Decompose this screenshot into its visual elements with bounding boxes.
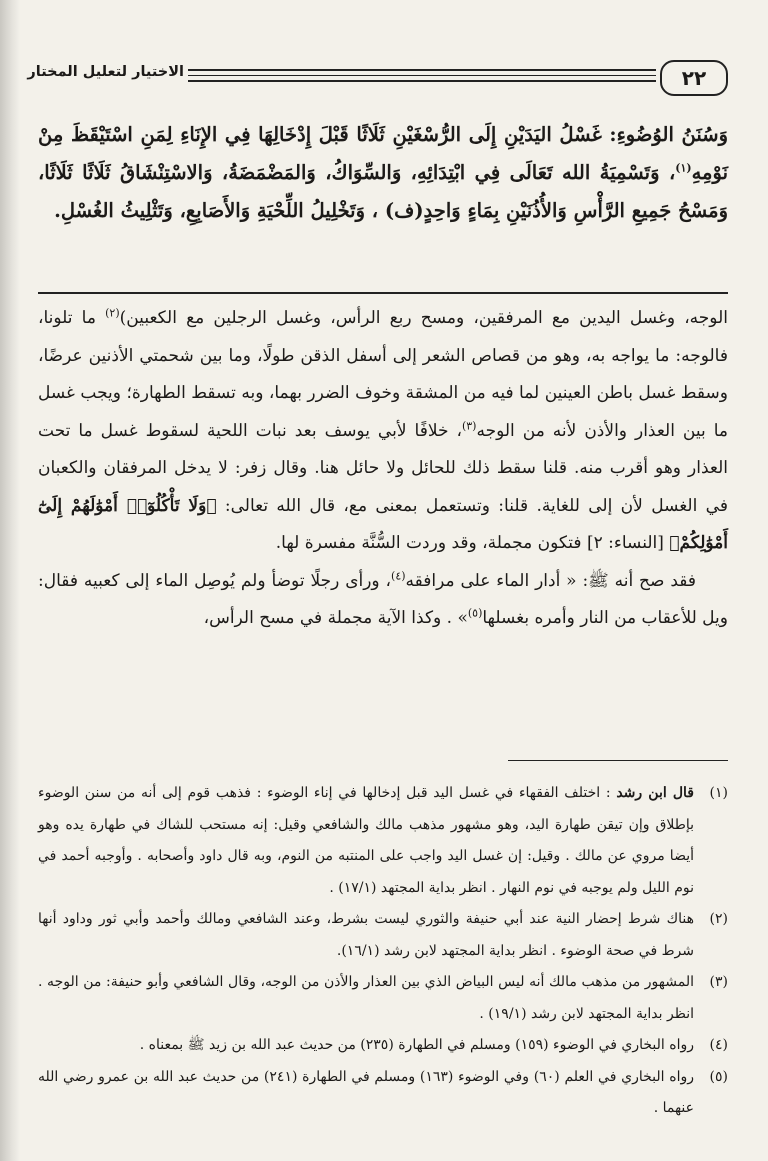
footnote-ref-4[interactable]: (٤) — [391, 568, 406, 582]
matn-text-cont: ، وَتَسْمِيَةُ الله تَعَالَى فِي ابْتِدَائِهِ، وَالسِّوَاكُ، وَالمَضْمَضَةُ، وَالاسْتِنْشَاقُ ثَلَاثًا ثَلَاثًا، وَمَسْحُ جَمِيعِ الرَّأْسِ وَالأُذُنَيْنِ بِمَاءٍ وَاحِدٍ(ف) ، وَتَخْلِيلُ اللِّحْيَةِ وَالأَصَابِعِ، وَتَثْلِيثُ الغُسْلِ. — [38, 161, 728, 222]
footnote-body: رواه البخاري في العلم (٦٠) وفي الوضوء (١٦٣) ومسلم في الطهارة (٢٤١) من حديث عبد الله بن عمرو رضي الله عنهما . — [38, 1068, 694, 1116]
header-rule — [188, 69, 656, 82]
footnote-number: (٢) — [709, 911, 728, 927]
matn-divider — [38, 292, 728, 294]
commentary-text: ، خلافًا لأبي يوسف بعد نبات اللحية لسقوط غسل ما تحت العذار وهو أقرب منه. قلنا سقط ذلك للحائل ولا حائل هنا. وقال زفر: لا يدخل المرفقان والكعبان في الغسل لأن إلى للغاية. قلنا: وتستعمل بمعنى مع، قال الله تعالى: — [38, 420, 728, 516]
footnote-4 — [38, 1030, 728, 1062]
book-page — [27, 54, 728, 1134]
running-header — [27, 54, 728, 98]
footnote-3 — [38, 967, 728, 1030]
page-number: ٢٢ — [660, 60, 728, 96]
footnote-lead: قال ابن رشد — [616, 785, 694, 801]
commentary-text: [النساء: ٢] فتكون مجملة، وقد وردت السُّنَّة مفسرة لها. — [275, 533, 670, 553]
commentary-paragraph-1 — [38, 300, 728, 563]
commentary-block — [38, 300, 728, 638]
commentary-text: الوجه، وغسل اليدين مع المرفقين، ومسح ربع الرأس، وغسل الرجلين مع الكعبين) — [119, 308, 728, 328]
footnote-body: المشهور من مذهب مالك أنه ليس البياض الذي بين العذار والأذن من الوجه، وقال الشافعي وأبو حنيفة: من الوجه . انظر بداية المجتهد لابن رشد (١٩/١) . — [38, 974, 694, 1022]
footnote-number: (٣) — [709, 974, 728, 990]
footnote-body: : اختلف الفقهاء في غسل اليد قبل إدخالها في إناء الوضوء : فذهب قوم إلى أنه من سنن الوضوء بإطلاق وإن تيقن طهارة اليد، وهو مشهور مذهب مالك والشافعي وقيل: إنه مستحب للشاك في طهارة يده وهو أيضا مروي عن مالك . وقيل: إن غسل اليد واجب على المنتبه من النوم، وبه قال داود وأصحابه . وأوجبه أحمد في نوم الليل ولم يوجبه في نوم النهار . انظر بداية المجتهد (١٧/١) . — [38, 785, 694, 896]
footnote-5 — [38, 1062, 728, 1125]
footnote-body: هناك شرط إحضار النية عند أبي حنيفة والثوري ليست بشرط، وعند الشافعي ومالك وأحمد وأبي ثور وداود أنها شرط في صحة الوضوء . انظر بداية المجتهد لابن رشد (١٦/١). — [38, 911, 694, 959]
matn-text: وَسُنَنُ الوُضُوءِ: غَسْلُ اليَدَيْنِ إِلَى الرُّسْغَيْنِ ثَلَاثًا قَبْلَ إِدْخَالِهَا فِي الإِنَاءِ لِمَنِ اسْتَيْقَظَ مِنْ نَوْمِهِ — [38, 123, 728, 184]
commentary-text: ، ورأى رجلًا توضأ ولم يُوصِل الماء إلى كعبيه فقال: ويل للأعقاب من النار وأمره بغسلها — [38, 570, 728, 628]
footnote-number: (٥) — [709, 1068, 728, 1085]
quran-verse: ﴿وَلَا تَأْكُلُوٓا۟ أَمْوَٰلَهُمْ إِلَىٰٓ أَمْوَٰلِكُمْ﴾ — [38, 495, 728, 553]
footnotes-block — [38, 778, 728, 1125]
commentary-text: فقد صح أنه ﷺ: « أدار الماء على مرافقه — [405, 570, 696, 591]
commentary-text: ما تلونا، فالوجه: ما يواجه به، وهو من قصاص الشعر إلى أسفل الذقن طولًا، وما بين شحمتي الأذنين عرضًا، وسقط غسل باطن العينين لما فيه من المشقة وخوف الضرر بهما، وبه تسقط الطهارة؛ ويجب غسل ما بين العذار والأذن لأنه من الوجه — [38, 308, 728, 441]
commentary-text: » . وكذا الآية مجملة في مسح الرأس، — [203, 608, 468, 628]
footnote-text — [38, 778, 694, 904]
matn-text-block — [38, 116, 728, 230]
footnote-ref-1[interactable]: (١) — [675, 161, 692, 175]
footnote-number: (٤) — [709, 1037, 728, 1053]
footnote-1 — [38, 778, 728, 904]
footnote-ref-5[interactable]: (٥) — [467, 606, 483, 620]
footnote-2 — [38, 904, 728, 967]
footnote-ref-3[interactable]: (٣) — [461, 418, 477, 432]
footnote-divider — [508, 760, 728, 761]
footnote-number: (١) — [709, 785, 728, 801]
footnote-body: رواه البخاري في الوضوء (١٥٩) ومسلم في الطهارة (٢٣٥) من حديث عبد الله بن زيد ﷺ بمعناه . — [139, 1037, 694, 1053]
commentary-paragraph-2 — [38, 563, 728, 638]
book-spine-shadow — [0, 0, 20, 1161]
book-title: الاختيار لتعليل المختار — [27, 64, 184, 80]
footnote-ref-2[interactable]: (٢) — [105, 306, 120, 320]
